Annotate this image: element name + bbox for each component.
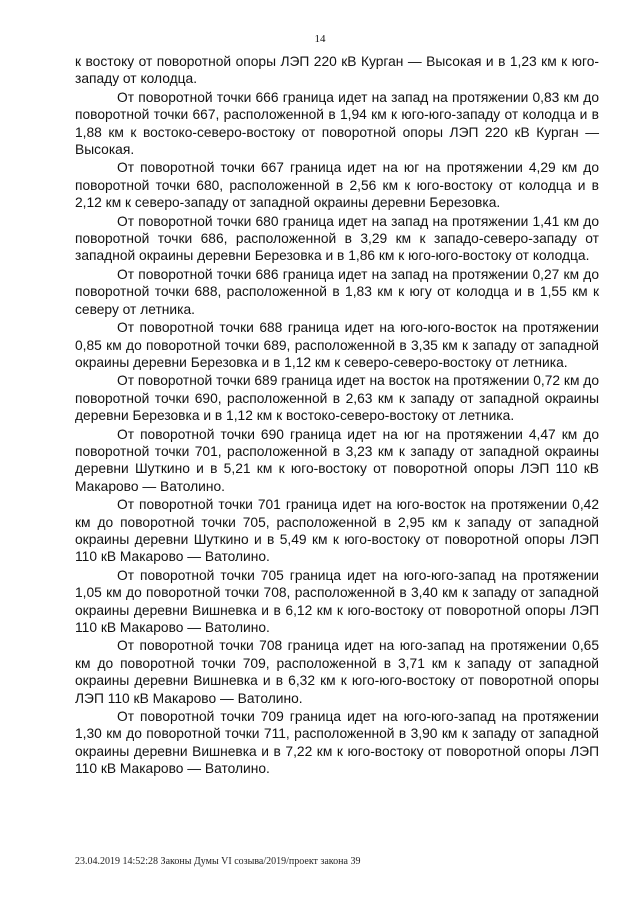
footer-stamp: 23.04.2019 14:52:28 Законы Думы VI созыва/2019/проект закона 39 [75,856,361,867]
paragraph-point-705: От поворотной точки 705 граница идет на юго-юго-запад на протяжении 1,05 км до поворотной точки 708, расположенной в 3,40 км к западу от западной окраины деревни Вишневка и в 6,12 км к юго-востоку от поворотной опоры ЛЭП 110 кВ Макарово — Ватолино. [75,567,599,635]
paragraph-point-688: От поворотной точки 688 граница идет на юго-юго-восток на протяжении 0,85 км до поворотной точки 689, расположенной в 3,35 км к западу от западной окраины деревни Березовка и в 1,12 км к северо-северо-востоку от летника. [75,320,599,370]
document-body [75,53,599,779]
paragraph-point-689: От поворотной точки 689 граница идет на восток на протяжении 0,72 км до поворотной точки 690, расположенной в 2,63 км к западу от западной окраины деревни Березовка и в 1,12 км к востоко-северо-востоку от летника. [75,373,600,424]
page-number: 14 [314,33,326,45]
paragraph-point-701: От поворотной точки 701 граница идет на юго-восток на протяжении 0,42 км до поворотной точки 705, расположенной в 2,95 км к западу от западной окраины деревни Шуткино и в 5,49 км к юго-востоку от поворотной опоры ЛЭП 110 кВ Макарово — Ватолино. [75,497,599,565]
paragraph-point-686: От поворотной точки 686 граница идет на запад на протяжении 0,27 км до поворотной точки 688, расположенной в 1,83 км к югу от колодца и в 1,55 км к северу от летника. [75,266,599,317]
paragraph-point-709: От поворотной точки 709 граница идет на юго-юго-запад на протяжении 1,30 км до поворотной точки 711, расположенной в 3,90 км к западу от западной окраины деревни Вишневка и в 7,22 км к юго-востоку от поворотной опоры ЛЭП 110 кВ Макарово — Ватолино. [75,709,599,777]
paragraph-point-667: От поворотной точки 667 граница идет на юг на протяжении 4,29 км до поворотной точки 680, расположенной в 2,56 км к юго-востоку от колодца и в 2,12 км к северо-западу от западной окраины деревни Березовка. [75,160,599,211]
paragraph-point-666: От поворотной точки 666 граница идет на запад на протяжении 0,83 км до поворотной точки 667, расположенной в 1,94 км к юго-юго-западу от колодца и в 1,88 км к востоко-северо-востоку от поворотной опоры ЛЭП 220 кВ Курган — Высокая. [75,89,599,158]
paragraph-point-690: От поворотной точки 690 граница идет на юг на протяжении 4,47 км до поворотной точки 701, расположенной в 3,23 км к западу от западной окраины деревни Шуткино и в 5,21 км к юго-востоку от поворотной опоры ЛЭП 110 кВ Макарово — Ватолино. [75,426,599,494]
paragraph-point-708: От поворотной точки 708 граница идет на юго-запад на протяжении 0,65 км до поворотной точки 709, расположенной в 3,71 км к западу от западной окраины деревни Вишневка и в 6,32 км к юго-юго-востоку от поворотной опоры ЛЭП 110 кВ Макарово — Ватолино. [75,638,599,706]
paragraph-continuation: к востоку от поворотной опоры ЛЭП 220 кВ Курган — Высокая и в 1,23 км к юго-западу от колодца. [75,54,599,87]
paragraph-point-680: От поворотной точки 680 граница идет на запад на протяжении 1,41 км до поворотной точки 686, расположенной в 3,29 км к западо-северо-западу от западной окраины деревни Березовка и в 1,86 км к юго-юго-востоку от колодца. [75,213,599,264]
